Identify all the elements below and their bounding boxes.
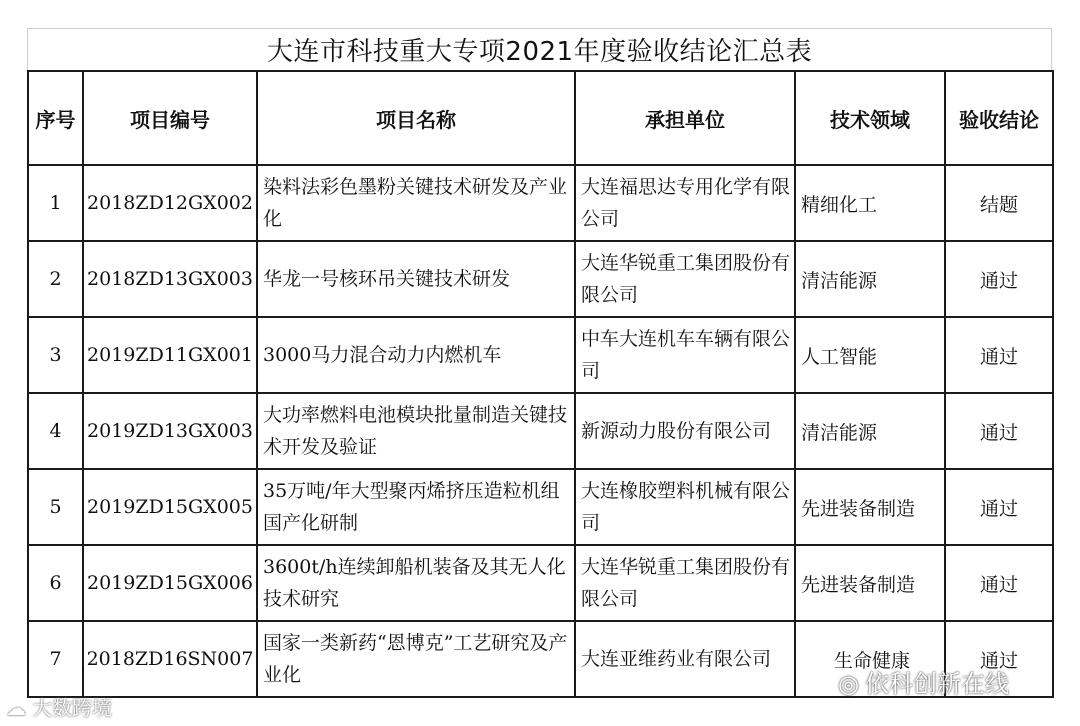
watermark-left (6, 692, 112, 721)
cell-project-code: 2019ZD11GX001 (83, 317, 257, 393)
watermark-left-text: 大数跨境 (32, 696, 112, 720)
cell-project-name: 染料法彩色墨粉关键技术研发及产业化 (257, 165, 575, 241)
cell-tech-field: 清洁能源 (795, 393, 945, 469)
cell-result: 通过 (945, 393, 1053, 469)
cell-tech-field: 清洁能源 (795, 241, 945, 317)
wechat-logo-icon: ◎ (838, 670, 859, 698)
header-result: 验收结论 (945, 71, 1053, 165)
header-seq: 序号 (28, 71, 83, 165)
cell-project-code: 2018ZD13GX003 (83, 241, 257, 317)
header-organization: 承担单位 (575, 71, 795, 165)
cell-project-name: 国家一类新药“恩博克”工艺研究及产业化 (257, 621, 575, 697)
cell-seq: 2 (28, 241, 83, 317)
cell-result: 通过 (945, 241, 1053, 317)
cell-seq: 4 (28, 393, 83, 469)
cell-seq: 6 (28, 545, 83, 621)
header-project-code: 项目编号 (83, 71, 257, 165)
cell-organization: 大连橡胶塑料机械有限公司 (575, 469, 795, 545)
table-row (28, 241, 1053, 317)
acceptance-summary-table (27, 70, 1054, 698)
cell-result: 结题 (945, 165, 1053, 241)
cell-organization: 大连华锐重工集团股份有限公司 (575, 545, 795, 621)
page-title: 大连市科技重大专项2021年度验收结论汇总表 (27, 28, 1052, 70)
table-row (28, 317, 1053, 393)
cell-organization: 新源动力股份有限公司 (575, 393, 795, 469)
cell-project-name: 3600t/h连续卸船机装备及其无人化技术研究 (257, 545, 575, 621)
header-project-name: 项目名称 (257, 71, 575, 165)
table-row (28, 545, 1053, 621)
cell-result: 通过 (945, 317, 1053, 393)
cell-result: 通过 (945, 621, 1053, 697)
cell-project-code: 2019ZD13GX003 (83, 393, 257, 469)
cell-tech-field: 人工智能 (795, 317, 945, 393)
cell-seq: 7 (28, 621, 83, 697)
cell-seq: 1 (28, 165, 83, 241)
watermark-right-text: 依科创新在线 (864, 670, 1009, 698)
watermark-right (838, 664, 1009, 699)
cell-organization: 大连福思达专用化学有限公司 (575, 165, 795, 241)
table-row (28, 393, 1053, 469)
header-tech-field: 技术领域 (795, 71, 945, 165)
cell-organization: 大连亚维药业有限公司 (575, 621, 795, 697)
cell-tech-field: 生命健康 (795, 621, 945, 697)
table-row (28, 165, 1053, 241)
cell-seq: 3 (28, 317, 83, 393)
cell-organization: 大连华锐重工集团股份有限公司 (575, 241, 795, 317)
cell-project-name: 华龙一号核环吊关键技术研发 (257, 241, 575, 317)
cell-project-name: 大功率燃料电池模块批量制造关键技术开发及验证 (257, 393, 575, 469)
cell-project-code: 2019ZD15GX006 (83, 545, 257, 621)
cell-project-code: 2018ZD16SN007 (83, 621, 257, 697)
cell-tech-field: 先进装备制造 (795, 545, 945, 621)
cloud-logo-icon: ☁ (6, 696, 26, 720)
table-header-row (28, 71, 1053, 165)
table-row (28, 469, 1053, 545)
cell-project-code: 2018ZD12GX002 (83, 165, 257, 241)
cell-project-name: 35万吨/年大型聚丙烯挤压造粒机组国产化研制 (257, 469, 575, 545)
cell-result: 通过 (945, 545, 1053, 621)
cell-seq: 5 (28, 469, 83, 545)
cell-tech-field: 先进装备制造 (795, 469, 945, 545)
cell-project-code: 2019ZD15GX005 (83, 469, 257, 545)
cell-result: 通过 (945, 469, 1053, 545)
cell-tech-field: 精细化工 (795, 165, 945, 241)
cell-organization: 中车大连机车车辆有限公司 (575, 317, 795, 393)
cell-project-name: 3000马力混合动力内燃机车 (257, 317, 575, 393)
